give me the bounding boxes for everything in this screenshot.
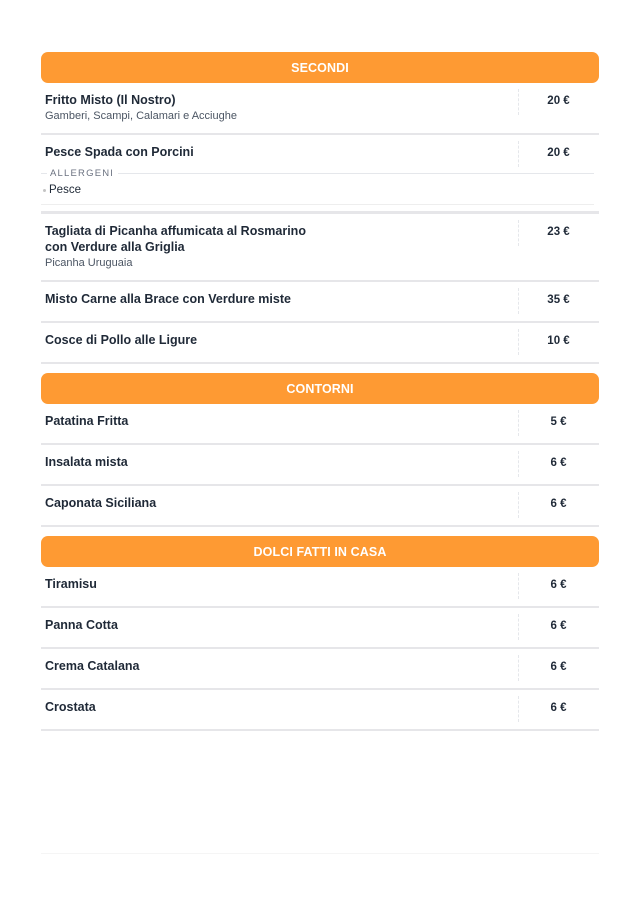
section-secondi [41, 52, 599, 364]
menu-item [41, 323, 599, 364]
menu-item [41, 404, 599, 445]
section-dolci [41, 536, 599, 731]
item-price: 35 € [547, 294, 570, 306]
section-header: DOLCI FATTI IN CASA [41, 536, 599, 567]
item-name: Misto Carne alla Brace con Verdure miste [45, 292, 291, 306]
menu-item [41, 608, 599, 649]
item-name: Panna Cotta [45, 618, 118, 632]
menu-item [41, 282, 599, 323]
item-name: Patatina Fritta [45, 414, 129, 428]
item-price: 20 € [547, 95, 570, 107]
item-price: 23 € [547, 226, 570, 238]
item-price: 6 € [550, 498, 567, 510]
menu-item [41, 649, 599, 690]
item-name: Pesce Spada con Porcini [45, 145, 194, 159]
item-description: Picanha Uruguaia [45, 257, 133, 269]
menu-item [41, 567, 599, 608]
item-name: Crema Catalana [45, 659, 140, 673]
item-price: 5 € [550, 416, 567, 428]
section-header: SECONDI [41, 52, 599, 83]
item-price: 10 € [547, 335, 570, 347]
item-name: Tiramisu [45, 577, 97, 591]
menu-item [41, 445, 599, 486]
item-price: 6 € [550, 661, 567, 673]
menu-item [41, 486, 599, 527]
menu-item [41, 135, 599, 214]
item-price: 20 € [547, 147, 570, 159]
allergen-name: Pesce [49, 184, 81, 196]
bullet-icon [43, 189, 46, 192]
allergen-item [41, 184, 594, 205]
footer-divider [41, 853, 599, 854]
item-name: Caponata Siciliana [45, 496, 157, 510]
section-header: CONTORNI [41, 373, 599, 404]
section-contorni [41, 373, 599, 527]
item-name: Cosce di Pollo alle Ligure [45, 333, 198, 347]
allergens-label: ALLERGENI [41, 168, 594, 179]
item-price: 6 € [550, 702, 567, 714]
menu-item [41, 690, 599, 731]
item-description: Gamberi, Scampi, Calamari e Acciughe [45, 110, 237, 122]
item-price: 6 € [550, 620, 567, 632]
item-name: Tagliata di Picanha affumicata al Rosmarino con Verdure alla Griglia [45, 224, 306, 254]
menu-item [41, 214, 599, 282]
item-name: Crostata [45, 700, 96, 714]
item-price: 6 € [550, 579, 567, 591]
item-price: 6 € [550, 457, 567, 469]
allergens-block [41, 168, 594, 205]
item-name: Insalata mista [45, 455, 128, 469]
menu-item [41, 83, 599, 135]
item-name: Fritto Misto (Il Nostro) [45, 93, 176, 107]
